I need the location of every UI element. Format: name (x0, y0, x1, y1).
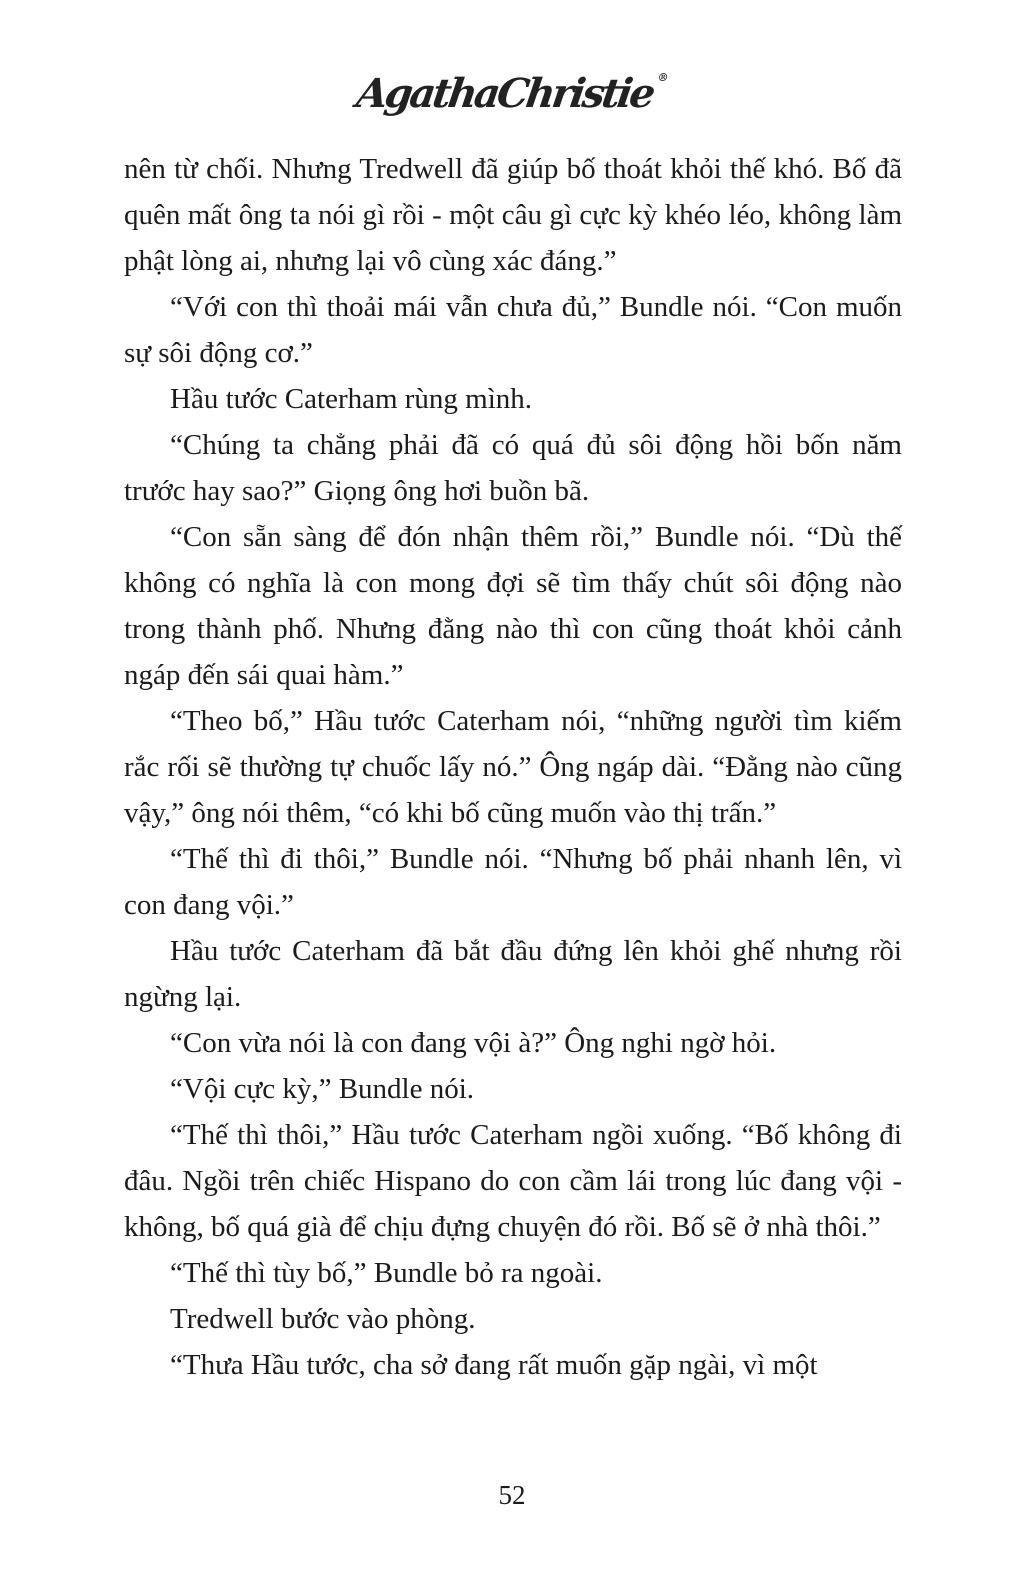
paragraph: “Con sẵn sàng để đón nhận thêm rồi,” Bundle nói. “Dù thế không có nghĩa là con mong đợi sẽ tìm thấy chút sôi động nào trong thành phố. Nhưng đằng nào thì con cũng thoát khỏi cảnh ngáp đến sái quai hàm.” (124, 521, 902, 691)
signature-text: AgathaChristie (354, 70, 656, 117)
paragraph: “Thưa Hầu tước, cha sở đang rất muốn gặp ngài, vì một (170, 1349, 818, 1381)
agatha-christie-signature-logo (354, 70, 670, 117)
paragraph: “Vội cực kỳ,” Bundle nói. (170, 1073, 475, 1105)
page-body-text (124, 146, 902, 1388)
paragraph: “Con vừa nói là con đang vội à?” Ông nghi ngờ hỏi. (170, 1027, 777, 1059)
paragraph: Hầu tước Caterham đã bắt đầu đứng lên khỏi ghế nhưng rồi ngừng lại. (124, 935, 902, 1013)
paragraph: “Theo bố,” Hầu tước Caterham nói, “những người tìm kiếm rắc rối sẽ thường tự chuốc lấy nó.” Ông ngáp dài. “Đằng nào cũng vậy,” ông nói thêm, “có khi bố cũng muốn vào thị trấn.” (124, 705, 902, 829)
registered-trademark-symbol: ® (656, 71, 670, 84)
paragraph: nên từ chối. Nhưng Tredwell đã giúp bố thoát khỏi thế khó. Bố đã quên mất ông ta nói gì rồi - một câu gì cực kỳ khéo léo, không làm phật lòng ai, nhưng lại vô cùng xác đáng.” (124, 153, 902, 277)
paragraph: “Thế thì đi thôi,” Bundle nói. “Nhưng bố phải nhanh lên, vì con đang vội.” (124, 843, 902, 921)
paragraph: Hầu tước Caterham rùng mình. (170, 383, 533, 415)
paragraph: “Thế thì thôi,” Hầu tước Caterham ngồi xuống. “Bố không đi đâu. Ngồi trên chiếc Hispano do con cầm lái trong lúc đang vội - không, bố quá già để chịu đựng chuyện đó rồi. Bố sẽ ở nhà thôi.” (124, 1119, 902, 1243)
paragraph: “Với con thì thoải mái vẫn chưa đủ,” Bundle nói. “Con muốn sự sôi động cơ.” (124, 291, 902, 369)
page-number: 52 (498, 1480, 526, 1510)
paragraph: “Chúng ta chẳng phải đã có quá đủ sôi động hồi bốn năm trước hay sao?” Giọng ông hơi buồn bã. (124, 429, 902, 507)
header (0, 70, 1024, 117)
paragraph: Tredwell bước vào phòng. (170, 1303, 476, 1335)
paragraph: “Thế thì tùy bố,” Bundle bỏ ra ngoài. (170, 1257, 603, 1289)
